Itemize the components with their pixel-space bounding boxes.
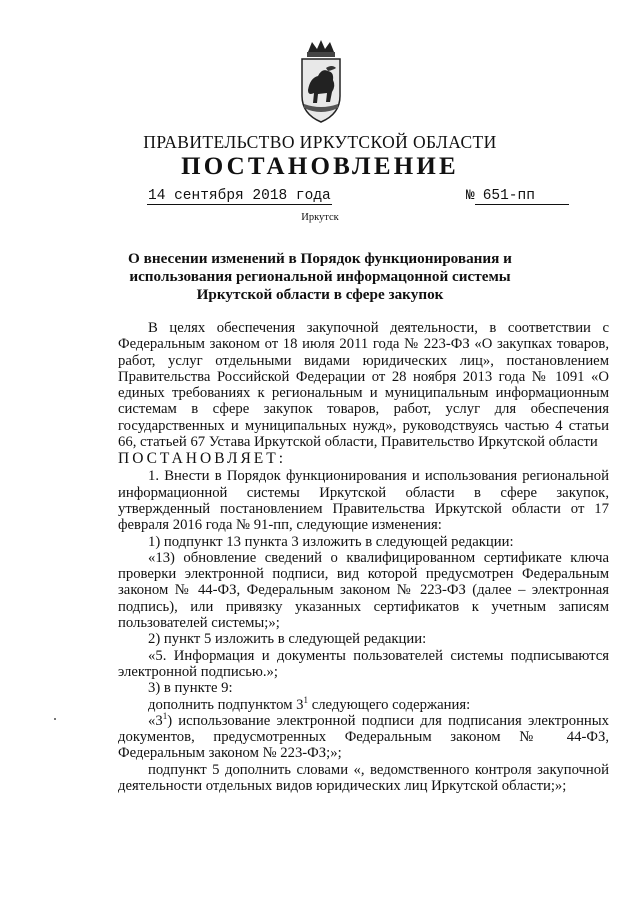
city-name: Иркутск <box>301 212 339 223</box>
paragraph-quote-5: «5. Информация и документы пользователей системы подписываются электронной подписью.»; <box>118 647 609 680</box>
add-subitem-text: дополнить подпунктом 3 <box>148 696 304 713</box>
number-value: 651-пп <box>475 188 569 205</box>
coat-of-arms-emblem <box>298 38 344 124</box>
document-date <box>147 188 332 204</box>
resolves-label: ПОСТАНОВЛЯЕТ: <box>118 450 287 468</box>
document-type: ПОСТАНОВЛЕНИЕ <box>181 153 459 180</box>
paragraph-preamble: В целях обеспечения закупочной деятельности, в соответствии с Федеральным законом от 18 июля 2011 года № 223-ФЗ «О закупках товаров, работ, услуг отдельными видами юридических лиц», постановлением Правительства Российской Федерации от 28 ноября 2013 года № 1091 «О единых требованиях к региональным и муниципальным информационным системам в сфере закупок товаров, работ, услуг для обеспечения государственных и муниципальных нужд», руководствуясь частью 4 статьи 66, статьей 67 Устава Иркутской области, Правительство Иркутской области <box>118 320 609 451</box>
add-subitem-text-end: следующего содержания: <box>308 696 471 713</box>
scan-speck <box>54 718 56 720</box>
paragraph-subitem-3: 3) в пункте 9: <box>148 680 233 697</box>
number-prefix: № <box>466 188 475 204</box>
document-heading: О внесении изменений в Порядок функционирования и использования региональной информацонной системы Иркутской области в сфере закупок <box>128 250 512 303</box>
paragraph-add-subitem <box>118 694 609 713</box>
government-name: ПРАВИТЕЛЬСТВО ИРКУТСКОЙ ОБЛАСТИ <box>143 132 497 152</box>
document-number <box>466 188 569 205</box>
paragraph-subitem-1: 1) подпункт 13 пункта 3 изложить в следующей редакции: <box>148 533 514 550</box>
date-value: 14 сентября 2018 года <box>148 188 331 204</box>
quote-3-1-sup: 1 <box>162 710 168 721</box>
quote-3-1-text: ) использование электронной подписи для подписания электронных документов, предусмотренных Федеральным законом № 44-ФЗ, Федеральным законом № 223-ФЗ;»; <box>118 712 609 762</box>
paragraph-quote-3-1 <box>118 710 609 762</box>
paragraph-item-1: 1. Внести в Порядок функционирования и использования региональной информационной системы Иркутской области в сфере закупок, утвержденный постановлением Правительства Иркутской области от 17 февраля 2016 года № 91-пп, следующие изменения: <box>118 468 609 534</box>
paragraph-subitem-2: 2) пункт 5 изложить в следующей редакции: <box>148 631 427 648</box>
add-subitem-sup: 1 <box>303 694 309 705</box>
document-body <box>118 320 609 794</box>
quote-3-1-start: «3 <box>148 712 163 729</box>
paragraph-quote-13: «13) обновление сведений о квалифицированном сертификате ключа проверки электронной подписи, вид которой предусмотрен Федеральным законом № 44-ФЗ, Федеральным законом № 223-ФЗ (далее – электронная подпись), или привязку указанных сертификатов к учетным записям пользователей системы;»; <box>118 549 609 632</box>
paragraph-subitem-5: подпункт 5 дополнить словами «, ведомственного контроля закупочной деятельности отдельных видов юридических лиц Иркутской области;»; <box>118 761 609 795</box>
